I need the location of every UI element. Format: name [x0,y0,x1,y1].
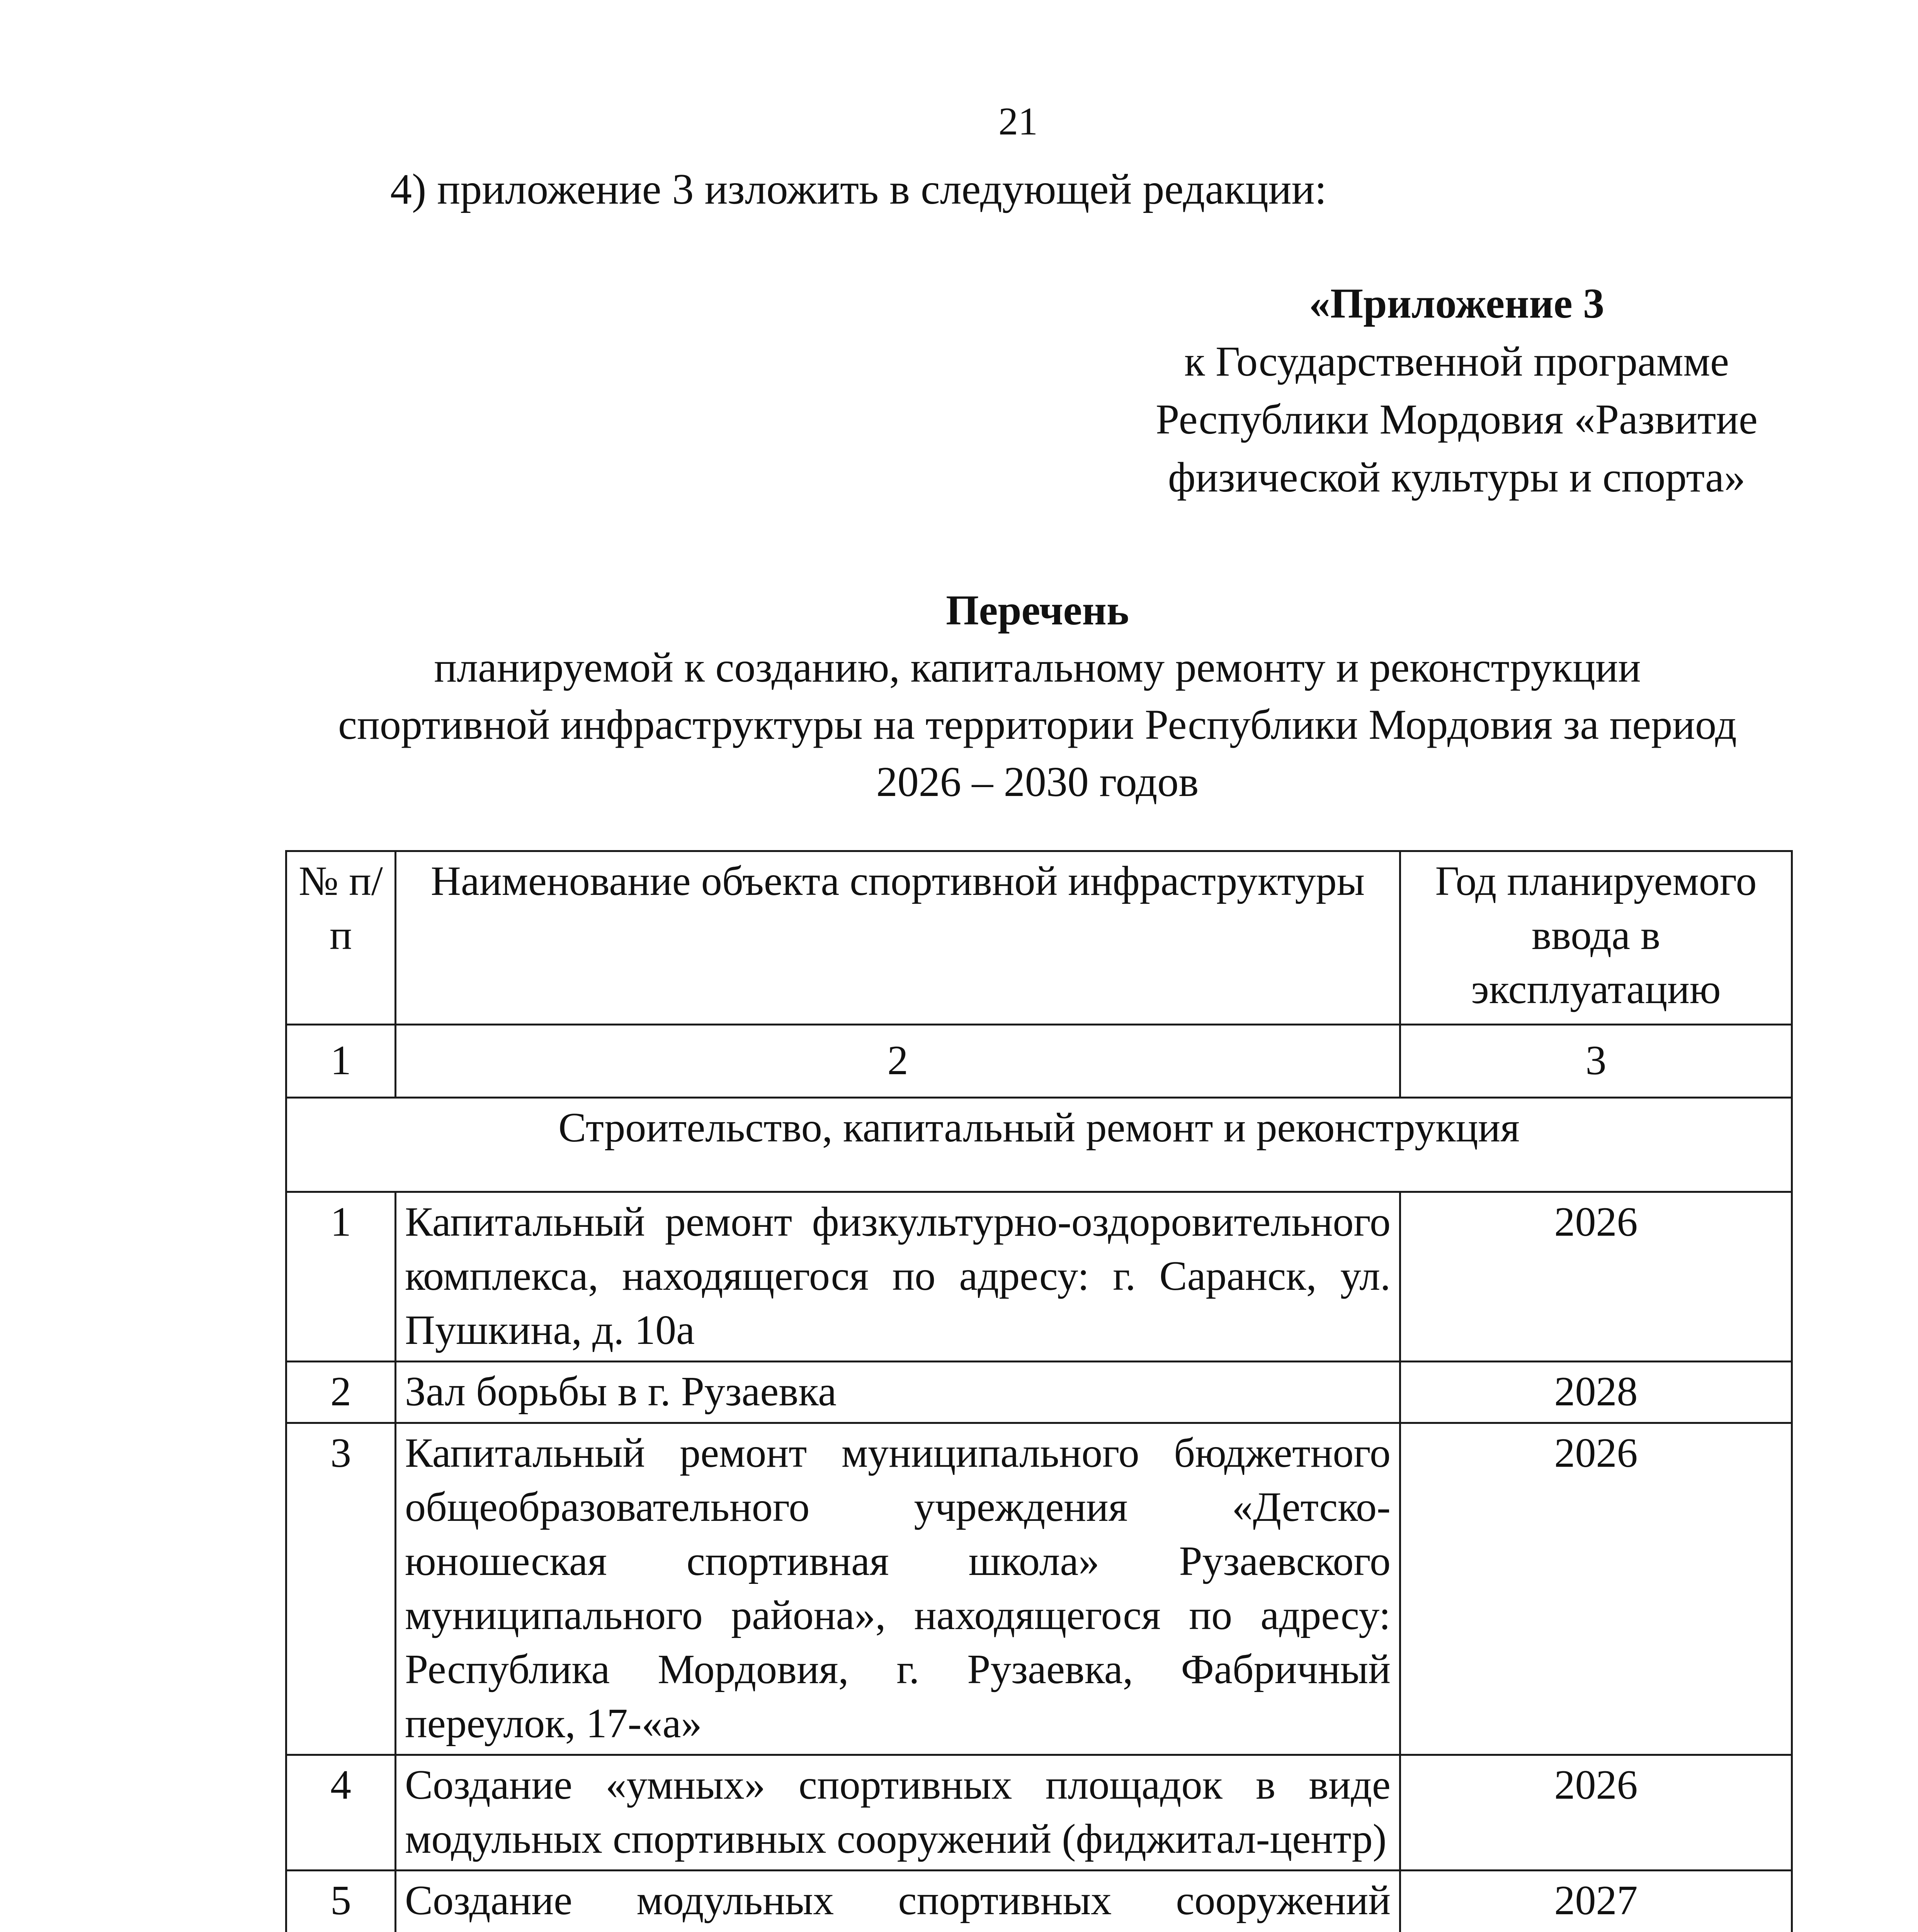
header-year: Год планируемого ввода в эксплуатацию [1400,851,1792,1025]
appendix-header [1117,274,1797,506]
page-number: 21 [998,100,1038,143]
header-name: Наименование объекта спортивной инфраструктуры [396,851,1400,1025]
appendix-line-3: физической культуры и спорта» [1168,454,1746,501]
object-name: Капитальный ремонт муниципального бюджетного общеобразовательного учреждения «Детско-юношеская спортивная школа» Рузаевского муниципального района», находящегося по адресу: Республика Мордовия, г. Рузаевка, Фабричный переулок, 17-«а» [396,1423,1400,1755]
amendment-intro: 4) приложение 3 изложить в следующей редакции: [390,165,1327,213]
table-row [286,1192,1792,1362]
row-number: 2 [286,1362,396,1423]
commissioning-year: 2026 [1400,1192,1792,1362]
table-row [286,1423,1792,1755]
row-number: 3 [286,1423,396,1755]
column-number: 2 [396,1025,1400,1098]
row-number: 5 [286,1871,396,1932]
object-name: Создание «умных» спортивных площадок в виде модульных спортивных сооружений (фиджитал-центр) [396,1755,1400,1871]
commissioning-year: 2026 [1400,1423,1792,1755]
row-number: 1 [286,1192,396,1362]
document-heading: Перечень [945,587,1129,634]
commissioning-year: 2028 [1400,1362,1792,1423]
section-title: Строительство, капитальный ремонт и реконструкция [286,1098,1792,1192]
appendix-title: «Приложение 3 [1309,280,1605,327]
column-number-row [286,1025,1792,1098]
object-name: Капитальный ремонт физкультурно-оздоровительного комплекса, находящегося по адресу: г. Саранск, ул. Пушкина, д. 10а [396,1192,1400,1362]
appendix-line-1: к Государственной программе [1184,338,1729,385]
column-number: 3 [1400,1025,1792,1098]
document-title-line-1: планируемой к созданию, капитальному ремонту и реконструкции [434,644,1641,691]
document-title [232,582,1843,810]
object-name: Зал борьбы в г. Рузаевка [396,1362,1400,1423]
document-title-line-2: спортивной инфраструктуры на территории Республики Мордовия за период [338,701,1737,748]
section-row [286,1098,1792,1192]
commissioning-year: 2026 [1400,1755,1792,1871]
object-name: Создание модульных спортивных сооружений [396,1871,1400,1932]
infrastructure-table [285,850,1793,1932]
table-row [286,1871,1792,1932]
commissioning-year: 2027 [1400,1871,1792,1932]
header-num: № п/п [286,851,396,1025]
row-number: 4 [286,1755,396,1871]
table-header-row [286,851,1792,1025]
table-row [286,1362,1792,1423]
table-row [286,1755,1792,1871]
column-number: 1 [286,1025,396,1098]
appendix-line-2: Республики Мордовия «Развитие [1156,396,1758,443]
document-title-line-3: 2026 – 2030 годов [876,758,1199,805]
